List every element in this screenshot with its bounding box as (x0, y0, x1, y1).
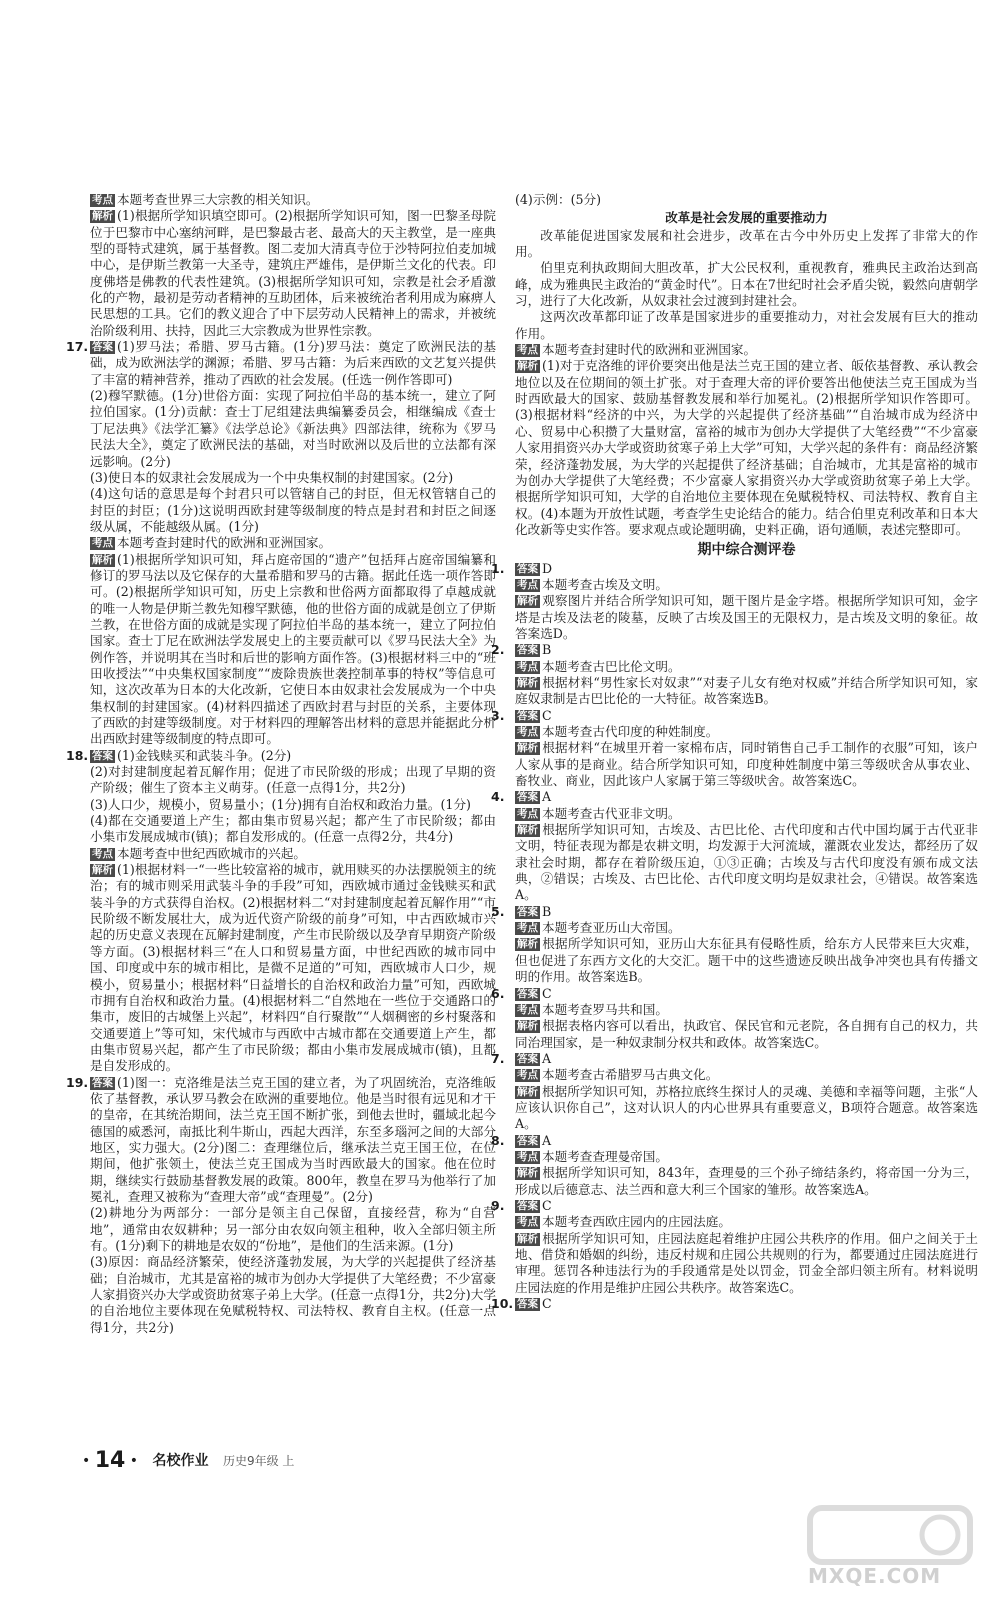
series-name: 名校作业 (152, 1453, 209, 1469)
kaodian-tag: 考点 (517, 1150, 538, 1163)
question-number: 2. (491, 642, 505, 658)
answer-item (491, 985, 978, 1051)
question-number: 3. (491, 707, 505, 723)
question-number: 1. (491, 560, 505, 576)
answer-value: D (542, 560, 553, 576)
daan-tag: 答案 (92, 341, 113, 354)
q16-kaodian (90, 192, 496, 208)
daan-tag: 答案 (92, 1076, 113, 1089)
question-number: 18. (66, 747, 89, 763)
answer-value: A (542, 789, 552, 805)
jiexi-text: 根据表格内容可以看出，执政官、保民官和元老院，各自拥有自己的权力，共同治理国家，是一种奴隶制分权共和政体。故答案选C。 (515, 1018, 978, 1050)
daan-tag: 答案 (517, 709, 538, 722)
answer-list (491, 560, 978, 1296)
question-number: 5. (491, 903, 505, 919)
answer-item (491, 1132, 978, 1198)
jiexi-text: 根据材料“男性家长对奴隶”“对妻子儿女有绝对权威”并结合所学知识可知，家庭奴隶制是古巴比伦的一大特征。故答案选B。 (515, 674, 978, 707)
essay-paragraph: 改革能促进国家发展和社会进步，改革在古今中外历史上发挥了非常大的作用。 (515, 227, 978, 260)
kaodian-tag: 考点 (517, 807, 538, 820)
question-10 (491, 1296, 978, 1312)
daan-tag: 答案 (517, 791, 538, 804)
q17-jiexi-text: (1)根据所学知识可知，拜占庭帝国的“遗产”包括拜占庭帝国编纂和修订的罗马法以及它保存的大量希腊和罗马的古籍。据此任选一项作答即可。(2)根据所学知识可知，历史上宗教和世俗两方面都取得了卓越成就的唯一人物是伊斯兰教先知穆罕默德，他的世俗方面的成就是创立了伊斯兰教，在世俗方面的成就是实现了阿拉伯半岛的基本统一，建立了阿拉伯国家。查士丁尼在欧洲法学发展史上的主要贡献可以《罗马民法大全》为例作答，并说明其在当时和后世的影响方面作答。(3)根据材料三中的“班田收授法”“中央集权国家制度”“废除贵族世袭控制革事的特权”等信息可知，这次改革为日本的大化改新，它使日本由奴隶社会发展成为一个中央集权制的封建国家。(4)材料四描述了西欧封君与封臣的关系，主要体现了西欧的封建等级制度。对于材料四的理解答出材料的意思并能据此分析出西欧封建等级制度的特点即可。 (90, 551, 496, 747)
question-19 (66, 1074, 496, 1337)
jiexi-tag: 解析 (517, 938, 538, 951)
watermark-icon (800, 1500, 990, 1570)
answer-item (491, 1050, 978, 1133)
jiexi-text: 根据所学知识可知，843年，查理曼的三个孙子缔结条约，将帝国一分为三，形成以后德意志、法兰西和意大利三个国家的雏形。故答案选A。 (515, 1165, 978, 1197)
subject-label: 历史9年级 上 (222, 1454, 295, 1468)
kaodian-tag: 考点 (517, 1069, 538, 1082)
jiexi-tag: 解析 (517, 824, 538, 837)
kaodian-text: 本题考查古代印度的种姓制度。 (542, 724, 719, 739)
jiexi-tag: 解析 (517, 1020, 538, 1033)
left-column (66, 192, 496, 1336)
right-column (491, 192, 978, 1312)
question-number: 17. (66, 339, 89, 355)
q19-kaodian-text: 本题考查封建时代的欧洲和亚洲国家。 (542, 342, 757, 358)
question-number: 6. (491, 985, 505, 1001)
jiexi-text: 观察图片并结合所学知识可知，题干图片是金字塔。根据所学知识可知，金字塔是古埃及法老的陵墓，反映了古埃及国王的无限权力，是古埃及文明的象征。故答案选D。 (515, 593, 978, 641)
essay-title: 改革是社会发展的重要推动力 (665, 210, 828, 226)
q17-answer-4: (4)这句话的意思是每个封君只可以管辖自己的封臣，但无权管辖自己的封臣的封臣；(1分)这说明西欧封建等级制度的特点是封君和封臣之间逐级从属，不能越级从属。(1分) (90, 486, 496, 534)
bullet-right: • (129, 1453, 139, 1469)
jiexi-tag: 解析 (92, 864, 113, 877)
kaodian-text: 本题考查罗马共和国。 (542, 1001, 668, 1017)
daan-tag: 答案 (517, 987, 538, 1000)
jiexi-tag: 解析 (517, 595, 538, 608)
q10-answer: C (542, 1296, 552, 1312)
q16-jiexi-text: (1)根据所学知识填空即可。(2)根据所学知识可知，图一巴黎圣母院位于巴黎市中心塞纳河畔，是巴黎最古老、最高大的天主教堂，是一座典型的哥特式建筑，属于基督教。图二麦加大清真寺位于沙特阿拉伯麦加城中心，是伊斯兰教第一大圣寺，建筑庄严雄伟，是伊斯兰文化的代表。印度佛塔是佛教的代表性建筑。(3)根据所学知识可知，宗教是社会矛盾激化的产物，最初是劳动者精神的互助团体，后来被统治者利用成为麻痹人民思想的工具。它们的教义迎合了中下层劳动人民精神上的需求，并被统治阶级利用、扶持，因此三大宗教成为世界性宗教。 (90, 208, 496, 338)
watermark-text: MXQE.COM (808, 1564, 942, 1588)
daan-tag: 答案 (517, 905, 538, 918)
answer-item (491, 1197, 978, 1296)
q19-answer-3: (3)原因：商品经济繁荣，使经济蓬勃发展，为大学的兴起提供了经济基础；自治城市，尤其是富裕的城市为创办大学提供了大笔经费；不少富豪人家捐资兴办大学或资助贫寒子弟上大学。(任意一点得1分，共2分)大学的自治地位主要体现在免赋税特权、司法特权、教育自主权。(任意一点得1分，共2分) (90, 1254, 496, 1335)
jiexi-tag: 解析 (517, 1085, 538, 1098)
page-footer (82, 1448, 294, 1473)
jiexi-tag: 解析 (92, 210, 113, 223)
kaodian-text: 本题考查查理曼帝国。 (542, 1148, 668, 1164)
q18-answer: (1)金钱赎买和武装斗争。(2分) (117, 747, 292, 763)
answer-value: B (542, 903, 552, 919)
kaodian-text: 本题考查古希腊罗马古典文化。 (542, 1067, 719, 1083)
essay-paragraph: 这两次改革都印证了改革是国家进步的重要推动力，对社会发展有巨大的推动作用。 (515, 309, 978, 341)
daan-tag: 答案 (517, 1199, 538, 1212)
answer-item (491, 560, 978, 643)
answer-item (491, 903, 978, 986)
jiexi-tag: 解析 (517, 1232, 538, 1245)
daan-tag: 答案 (517, 1052, 538, 1065)
question-number: 19. (66, 1074, 89, 1090)
answer-value: C (542, 1197, 552, 1213)
daan-tag: 答案 (92, 749, 113, 762)
kaodian-text: 本题考查西欧庄园内的庄园法庭。 (542, 1214, 731, 1230)
answer-item (491, 789, 978, 903)
kaodian-tag: 考点 (517, 578, 538, 591)
jiexi-text: 根据所学知识可知，庄园法庭起着维护庄园公共秩序的作用。佃户之间关于土地、借贷和婚姻的纠纷，违反村规和庄园公共规则的行为，都要通过庄园法庭进行审理。惩罚各种违法行为的手段通常是处以罚金，罚金全部归领主所有。材料说明庄园法庭的作用是维护庄园公共秩序。故答案选C。 (515, 1230, 978, 1295)
page-number: 14 (94, 1448, 126, 1473)
q17-answer: (1)罗马法；希腊、罗马古籍。(1分)罗马法：奠定了欧洲民法的基础，成为欧洲法学的渊源；希腊、罗马古籍：为后来西欧的文艺复兴提供了丰富的精神营养，推动了西欧的社会发展。(任选一例作答即可) (90, 339, 496, 387)
jiexi-tag: 解析 (517, 1167, 538, 1180)
jiexi-text: 根据材料“在城里开着一家棉布店，同时销售自己手工制作的衣服”可知，该户人家从事的是商业。结合所学知识可知，印度种姓制度中第三等级吠舍从事农业、畜牧业、商业，因此该户人家属于第三等级吠舍。故答案选C。 (515, 740, 978, 789)
q19-answer-4: (4)示例：(5分) (515, 192, 602, 207)
daan-tag: 答案 (517, 644, 538, 657)
section-title: 期中综合测评卷 (697, 542, 796, 559)
q17-answer-3: (3)使日本的奴隶社会发展成为一个中央集权制的封建国家。(2分) (90, 469, 454, 485)
answer-value: C (542, 985, 552, 1001)
q18-kaodian-text: 本题考查中世纪西欧城市的兴起。 (117, 845, 306, 861)
kaodian-tag: 考点 (517, 922, 538, 935)
daan-tag: 答案 (517, 562, 538, 575)
jiexi-tag: 解析 (92, 553, 113, 566)
kaodian-text: 本题考查古代亚非文明。 (542, 805, 681, 821)
question-number: 4. (491, 789, 505, 805)
jiexi-text: 根据所学知识可知，苏格拉底终生探讨人的灵魂、美德和幸福等问题，主张“人应该认识你自己”，这对认识人的内心世界具有重要意义，B项符合题意。故答案选A。 (515, 1083, 978, 1132)
bullet-left: • (82, 1453, 91, 1469)
kaodian-tag: 考点 (517, 660, 538, 673)
kaodian-text: 本题考查古埃及文明。 (542, 576, 668, 592)
answer-value: B (542, 642, 552, 658)
essay-paragraph: 伯里克利执政期间大胆改革，扩大公民权利，重视教育，雅典民主政治达到高峰，成为雅典民主政治的“黄金时代”。日本在7世纪时社会矛盾尖锐，毅然向唐朝学习，进行了大化改新，从奴隶社会过渡到封建社会。 (515, 260, 978, 309)
kaodian-tag: 考点 (92, 537, 113, 550)
q16-kaodian-text: 本题考查世界三大宗教的相关知识。 (117, 192, 319, 207)
answer-value: A (542, 1050, 552, 1066)
watermark-logo (800, 1500, 990, 1595)
jiexi-tag: 解析 (517, 742, 538, 755)
jiexi-tag: 解析 (517, 676, 538, 689)
answer-item (491, 642, 978, 707)
q19-answer: (1)图一：克洛维是法兰克王国的建立者，为了巩固统治，克洛维皈依了基督教，承认罗马教会在欧洲的重要地位。他是当时很有远见和才干的皇帝，在其统治期间，法兰克王国不断扩张，到他去世时，疆域北起今德国的威悉河，南抵比利牛斯山，西起大西洋，东至多瑙河之间的大部分地区，实力强大。(2分)图二：查理继位后，继承法兰克王国王位，在位期间，他扩张领土，使法兰克王国成为当时西欧最大的国家。他在位时期，继续实行鼓励基督教发展的政策。800年，教皇在罗马为他举行了加冕礼，查理又被称为“查理大帝”或“查理曼”。(2分) (90, 1074, 496, 1204)
answer-item (491, 707, 978, 790)
q18-jiexi-text: (1)根据材料一“一些比较富裕的城市，就用赎买的办法摆脱领主的统治；有的城市则采用武装斗争的手段”可知，西欧城市通过金钱赎买和武装斗争的方式获得自治权。(2)根据材料二“对封建制度起着瓦解作用”“市民阶级不断发展壮大，成为近代资产阶级的前身”可知，中古西欧城市兴起的历史意义表现在瓦解封建制度，产生市民阶级以及孕育早期资产阶级等方面。(3)根据材料三“在人口和贸易量方面，中世纪西欧的城市同中国、印度或中东的城市相比，是微不足道的”可知，西欧城市人口少，规模小，贸易量小；根据材料“日益增长的自治权和政治力量”可知，西欧城市拥有自治权和政治力量。(4)根据材料二“自然地在一些位于交通路口的集市，废旧的古城堡上兴起”，材料四“自行聚散”“人烟稠密的乡村聚落和交通要道上”等可知，宋代城市与西欧中古城市都在交通要道上产生，都由集市贸易兴起，都产生了市民阶级；都由小集市发展成城市(镇)，且都是自发形成的。 (90, 862, 496, 1074)
question-number: 9. (491, 1197, 505, 1213)
kaodian-tag: 考点 (517, 1216, 538, 1229)
kaodian-text: 本题考查亚历山大帝国。 (542, 920, 681, 936)
q16-jiexi (90, 208, 496, 339)
q17-kaodian-text: 本题考查封建时代的欧洲和亚洲国家。 (117, 535, 332, 551)
q18-answer-3: (3)人口少，规模小，贸易量小；(1分)拥有自治权和政治力量。(1分) (90, 796, 471, 812)
question-number: 7. (491, 1050, 505, 1066)
q17-answer-2: (2)穆罕默德。(1分)世俗方面：实现了阿拉伯半岛的基本统一，建立了阿拉伯国家。(1分)贡献：查士丁尼组建法典编纂委员会，相继编成《查士丁尼法典》《法学汇纂》《法学总论》《新法典》四部法律，统称为《罗马民法大全》，奠定了欧洲民法的基础，对当时欧洲以及后世的立法都有深远影响。(2分) (90, 388, 496, 469)
jiexi-text: 根据所学知识可知，古埃及、古巴比伦、古代印度和古代中国均属于古代亚非文明，特征表现为都是农耕文明，均发源于大河流域，灌溉农业发达，都经历了奴隶社会时期，都存在着阶级压迫，①③正确；古埃及与古代印度没有颁布成文法典，②错误；古埃及、古巴比伦、古代印度文明均是奴隶社会，④错误。故答案选A。 (515, 822, 978, 903)
jiexi-text: 根据所学知识可知，亚历山大东征具有侵略性质，给东方人民带来巨大灾难，但也促进了东西方文化的大交汇。题干中的这些遗迹反映出战争冲突也具有传播文明的作用。故答案选B。 (515, 936, 978, 985)
kaodian-tag: 考点 (92, 194, 113, 206)
daan-tag: 答案 (517, 1298, 538, 1311)
answer-value: A (542, 1132, 552, 1148)
kaodian-tag: 考点 (517, 1003, 538, 1016)
question-17 (66, 339, 496, 748)
question-18 (66, 747, 496, 1075)
question-number: 10. (491, 1296, 514, 1312)
kaodian-text: 本题考查古巴比伦文明。 (542, 658, 681, 674)
kaodian-tag: 考点 (92, 847, 113, 860)
answer-value: C (542, 707, 552, 723)
kaodian-tag: 考点 (517, 344, 538, 357)
question-number: 8. (491, 1132, 505, 1148)
q18-answer-2: (2)对封建制度起着瓦解作用；促进了市民阶级的形成；出现了早期的资产阶级；催生了资本主义萌芽。(任意一点得1分，共2分) (90, 764, 496, 796)
jiexi-tag: 解析 (517, 360, 538, 373)
q19-answer-2: (2)耕地分为两部分：一部分是领主自己保留，直接经营，称为“自营地”，通常由农奴耕种；另一部分由农奴向领主租种，收入全部归领主所有。(1分)剩下的耕地是农奴的“份地”，是他们的生活来源。(1分) (90, 1205, 496, 1253)
q19-jiexi-text: (1)对于克洛维的评价要突出他是法兰克王国的建立者、皈依基督教、承认教会地位以及在位期间的领土扩张。对于查理大帝的评价要答出他使法兰克王国成为当时西欧最大的国家、鼓励基督教发展和举行加冕礼。(2)根据所学知识作答即可。(3)根据材料“经济的中兴，为大学的兴起提供了经济基础”“自治城市成为经济中心、贸易中心积攒了大量财富，富裕的城市为创办大学提供了大笔经费”“不少富豪人家用捐资兴办大学或资助贫寒子弟上大学”可知，大学兴起的条件有：商品经济繁荣，经济蓬勃发展，为大学的兴起提供了经济基础；自治城市，尤其是富裕的城市为创办大学提供了大笔经费；不少富豪人家捐资兴办大学或资助贫寒子弟上大学。根据所学知识可知，大学的自治地位主要体现在免赋税特权、司法特权、教育自主权。(4)本题为开放性试题，考查学生史论结合的能力。结合伯里克利改革和日本大化改新等史实作答。要求观点或论题明确，史料正确，语句通顺，表述完整即可。 (515, 358, 978, 537)
kaodian-tag: 考点 (517, 726, 538, 738)
daan-tag: 答案 (517, 1134, 538, 1147)
q18-answer-4: (4)都在交通要道上产生；都由集市贸易兴起；都产生了市民阶级；都由小集市发展成城市(镇)；都自发形成的。(任意一点得2分，共4分) (90, 813, 496, 845)
